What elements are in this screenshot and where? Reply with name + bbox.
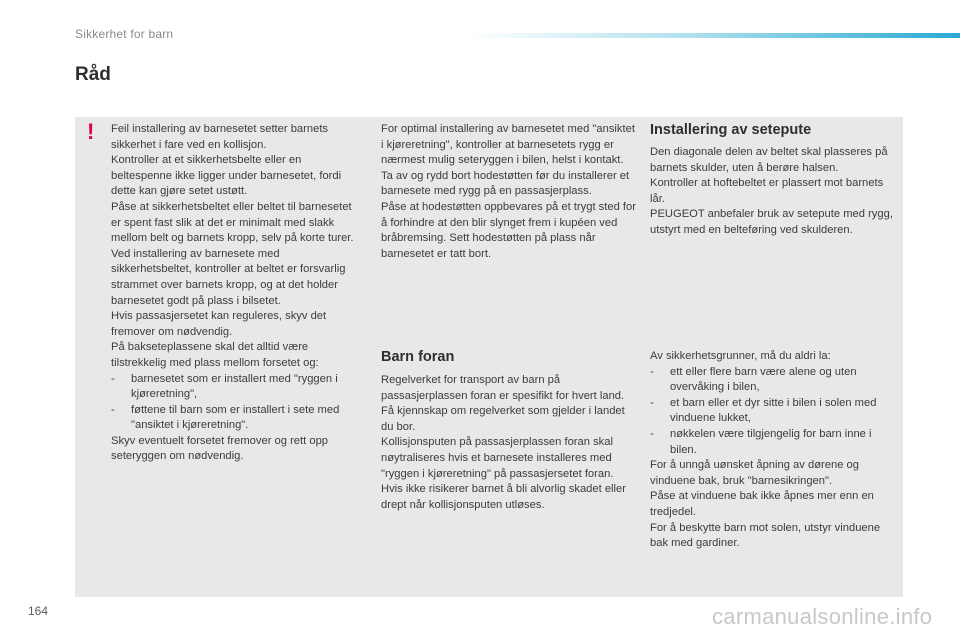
list-item-text: et barn eller et dyr sitte i bilen i solen med vinduene lukket, [670,396,877,425]
paragraph: Skyv eventuelt forsetet fremover og rett opp seteryggen om nødvendig. [111,434,329,463]
list-dash: - [111,403,115,416]
paragraph: Regelverket for transport av barn på passasjerplassen foran er spesifikt for hvert land. Få kjennskap om regelverket som gjelder i landet du bor. [381,374,625,433]
list-dash: - [650,427,654,440]
safety-column [650,349,900,552]
list-item-text: ett eller flere barn være alene og uten overvåking i bilen, [670,365,857,394]
paragraph: Påse at vinduene bak ikke åpnes mer enn en tredjedel. [650,490,874,518]
section-heading-installering: Installering av setepute [650,122,812,138]
list-dash: - [650,365,654,378]
barn-foran-text [381,373,636,513]
warning-column [111,122,361,465]
header-accent-bar [470,33,960,38]
list-item [111,372,361,403]
list-dash: - [650,396,654,409]
warning-icon: ! [87,119,95,144]
paragraph: Hvis passasjersetet kan reguleres, skyv det fremover om nødvendig. [111,310,327,338]
watermark: carmanualsonline.info [712,604,933,629]
list-item-text: barnesetet som er installert med "ryggen i kjøreretning", [131,372,338,401]
list-item-text: føttene til barn som er installert i sete med "ansiktet i kjøreretning". [131,403,340,432]
section-heading-barn-foran: Barn foran [381,349,455,365]
paragraph: Kollisjonsputen på passasjerplassen foran skal nøytraliseres hvis et barnesete installeres med "ryggen i kjøreretning" på passasjersetet foran. [381,436,614,480]
paragraph: For å beskytte barn mot solen, utstyr vinduene bak med gardiner. [650,521,881,550]
list-item [650,427,900,458]
paragraph: Ta av og rydd bort hodestøtten før du installerer et barnesete med rygg på en passasjerplass. [381,169,630,198]
headrest-column [381,122,636,262]
paragraph: Påse at hodestøtten oppbevares på et trygt sted for å forhindre at den blir slynget frem i kupéen ved bråbremsing. Sett hodestøtten på plass når barnesetet er tatt bort. [381,200,636,260]
list-item [650,365,900,396]
paragraph: Den diagonale delen av beltet skal plasseres på barnets skulder, uten å berøre halsen. [650,146,888,174]
list-item [650,396,900,427]
section-header-label: Sikkerhet for barn [75,27,174,41]
paragraph: For å unngå uønsket åpning av dørene og vinduene bak, bruk "barnesikringen". [650,459,859,487]
paragraph: Ved installering av barnesete med sikkerhetsbeltet, kontroller at beltet er forsvarlig strammet over barnets kropp, og at det holder barnesetet godt på plass i bilsetet. [111,247,346,307]
paragraph: Påse at sikkerhetsbeltet eller beltet til barnesetet er spent fast slik at det er minimalt med slakk mellom belt og barnets kropp, selv på korte turer. [111,200,354,245]
list-dash: - [111,372,115,385]
paragraph: Hvis ikke risikerer barnet å bli alvorlig skadet eller drept når kollisjonsputen utløses. [381,483,626,511]
list-item [111,403,361,434]
installering-text [650,145,900,239]
paragraph: På bakseteplassene skal det alltid være tilstrekkelig med plass mellom forsetet og: [111,341,319,369]
paragraph: PEUGEOT anbefaler bruk av setepute med rygg, utstyrt med en belteføring ved skulderen. [650,208,893,236]
list-item-text: nøkkelen være tilgjengelig for barn inne i bilen. [670,427,872,456]
paragraph: Kontroller at hoftebeltet er plassert mot barnets lår. [650,177,884,205]
paragraph: Kontroller at et sikkerhetsbelte eller en beltespenne ikke ligger under barnesetet, fordi dette kan gjøre setet ustøtt. [111,154,342,198]
paragraph: Av sikkerhetsgrunner, må du aldri la: [650,350,831,362]
page-number: 164 [28,604,49,618]
page-title: Råd [75,64,111,85]
paragraph: For optimal installering av barnesetet med "ansiktet i kjøreretning", kontroller at barnesetets rygg er nærmest mulig seteryggen i bilen, helst i kontakt. [381,123,635,167]
paragraph: Feil installering av barnesetet setter barnets sikkerhet i fare ved en kollisjon. [111,123,329,151]
